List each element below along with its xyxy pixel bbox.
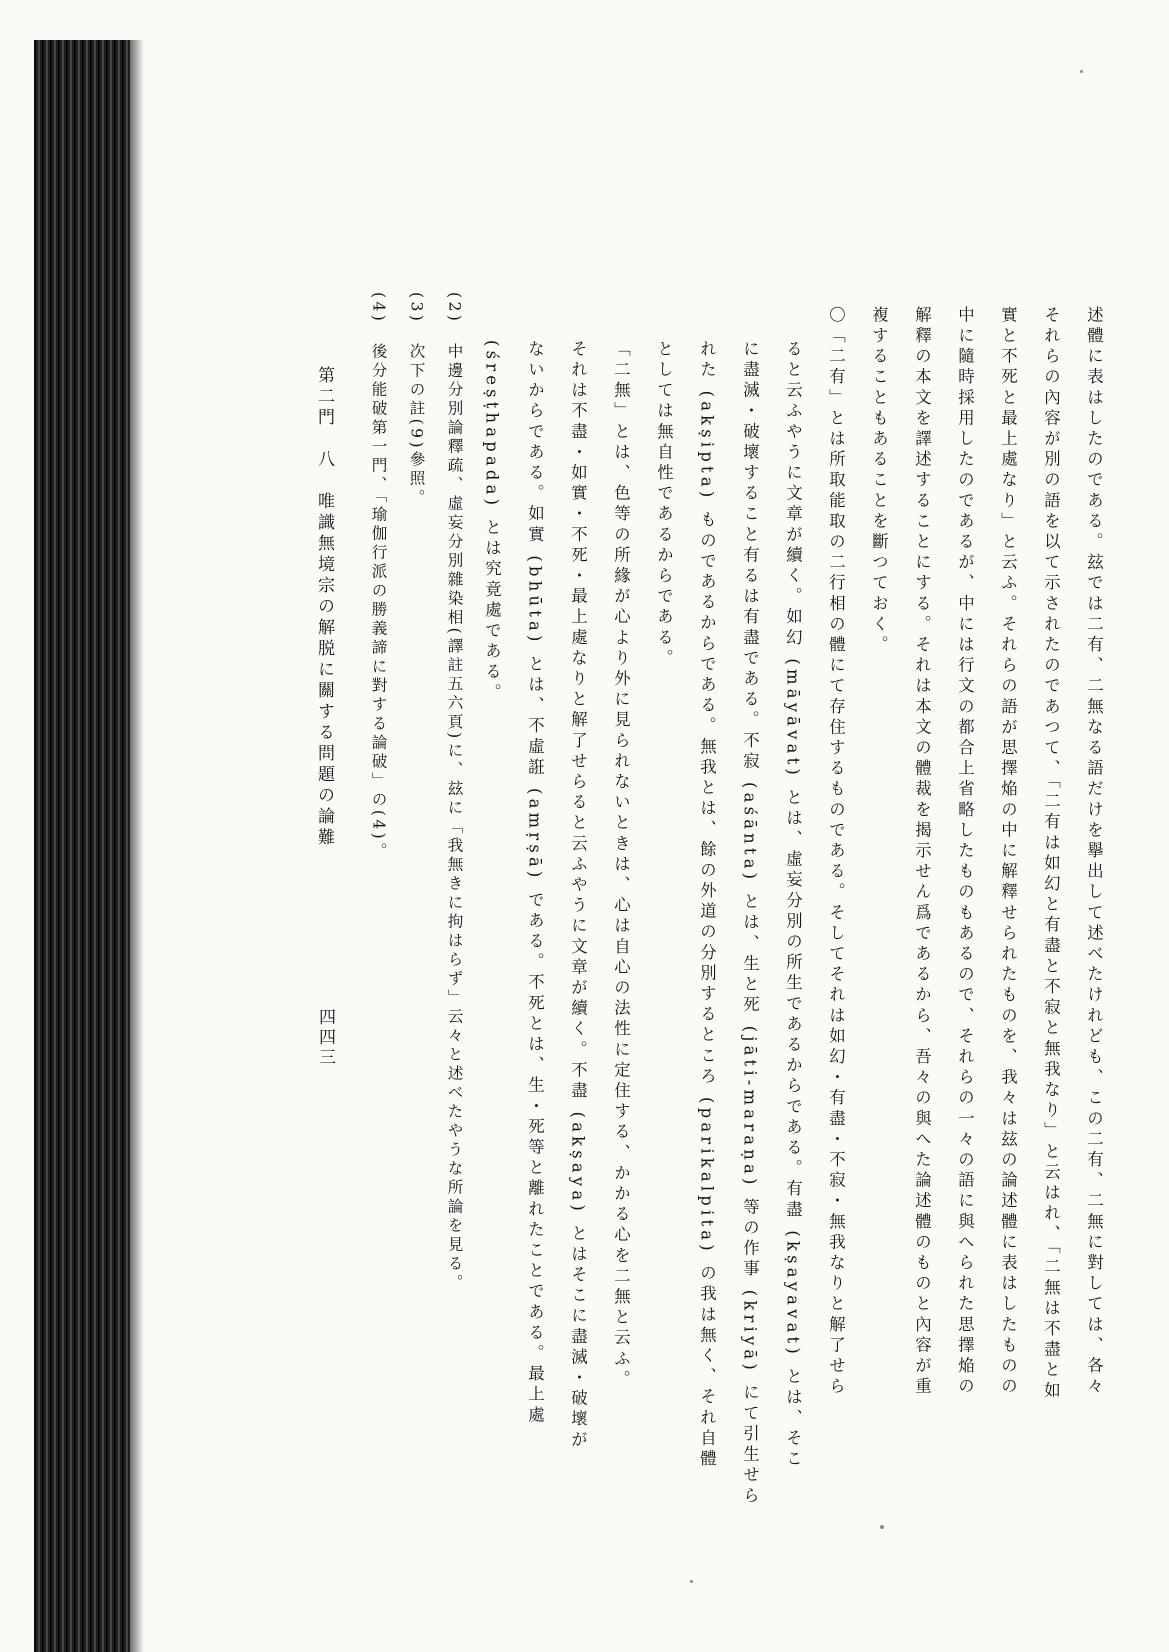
body-line-7: 〇「二有」とは所取能取の二行相の體にて存住するものである。そしてそれは如幻・有盡・不寂・無我なりと解了せら: [826, 306, 846, 1398]
body-line-1: 述體に表はしたのである。玆では二有、二無なる語だけを擧出して述べたけれども、この二有、二無に對しては、各々: [1084, 306, 1104, 1398]
scan-speck: [880, 1525, 884, 1529]
body-line-6: 複することもあることを斷つておく。: [869, 306, 889, 657]
footnote-3-number: (3): [407, 292, 426, 325]
running-head: 第二門 八 唯識無境宗の解脱に關する問題の論難: [314, 366, 334, 849]
body-line-9: に盡滅・破壞すること有るは有盡である。不寂 (aśānta) とは、生と死 (jāti-maraṇa) 等の作事 (kriyā) にて引生せら: [740, 340, 760, 1508]
footnote-3-text: 次下の註(9)參照。: [407, 342, 426, 508]
body-line-5: 解釋の本文を譯述することにする。それは本文の體裁を揭示せん爲であるから、吾々の與へた論述體のものと內容が重: [912, 306, 932, 1398]
body-line-11: としては無自性であるからである。: [654, 340, 674, 670]
scan-speck: [1080, 70, 1083, 73]
body-line-4: 中に隨時採用したのであるが、中には行文の都合上省略したものもあるので、それらの一々の語に與へられた思擇焔の: [955, 306, 975, 1398]
footnote-2-text: 中邊分別論釋疏、虛妄分別雜染相(譯註五六頁)に、玆に「我無きに拘はらず」云々と述べたやうな所論を見る。: [445, 342, 464, 1293]
body-line-10: れた (akṣipta) ものであるからである。無我とは、餘の外道の分別するところ (parikalpita) の我は無く、それ自體: [697, 340, 717, 1471]
body-line-15: (śreṣṭhapada) とは究竟處である。: [482, 340, 502, 705]
footnote-4-number: (4): [369, 292, 388, 325]
body-line-8: ると云ふやうに文章が續く。如幻 (māyāvat) とは、虛妄分別の所生であるからである。有盡 (kṣayavat) とは、そこ: [783, 340, 803, 1471]
footnote-2: [446, 292, 462, 1293]
scan-speck: [690, 1580, 693, 1583]
body-line-3: 實と不死と最上處なり」と云ふ。それらの語が思擇焔の中に解釋せられたものを、我々は玆の論述體に表はしたものの: [998, 306, 1018, 1398]
body-line-13: それは不盡・如實・不死・最上處なりと解了せらると云ふやうに文章が續く。不盡 (akṣaya) とはそこに盡滅・破壞が: [568, 340, 588, 1451]
body-line-2: それらの內容が別の語を以て示されたのであつて、「二有は如幻と有盡と不寂と無我なり」と云はれ、「二無は不盡と如: [1041, 306, 1061, 1402]
footnote-2-number: (2): [445, 292, 464, 325]
page-number: 四四三: [315, 1008, 335, 1068]
body-line-12: 「二無」とは、色等の所緣が心より外に見られないときは、心は自心の法性に定住する、かかる心を二無と云ふ。: [611, 340, 631, 1391]
binding-edge: [34, 40, 130, 1652]
body-line-14: ないからである。如實 (bhūta) とは、不虛誑 (amṛṣā) である。不死とは、生・死等と離れたことである。最上處: [525, 340, 545, 1427]
footnote-4: [370, 292, 386, 861]
footnote-3: [408, 292, 424, 508]
footnote-4-text: 後分能破第一門、「瑜伽行派の勝義諦に對する論破」の(4)。: [369, 342, 388, 862]
